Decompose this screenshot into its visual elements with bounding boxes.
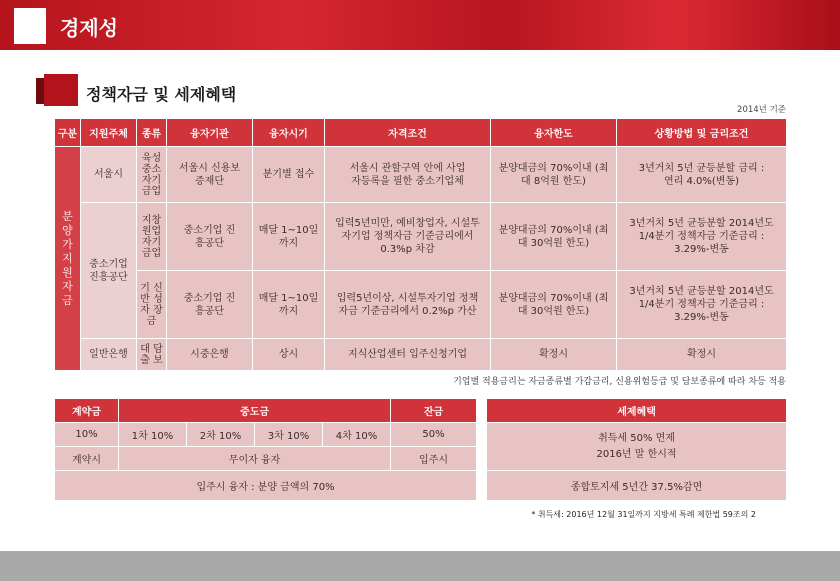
repay-text: 3년거치 5년 균등분할 2014년도 1/4분기 정책자금 기준금리 : 3.29%-변동 [629, 218, 774, 255]
agency-text: 중소기업 진흥공단 [183, 224, 236, 249]
table-row [55, 339, 787, 371]
col-header: 융자기관 [167, 119, 253, 147]
table-gap [477, 423, 487, 447]
table-gap [477, 447, 487, 471]
page-title: 경제성 [60, 16, 118, 40]
limit-text: 분양대금의 70%이내 (최대 30억원 한도) [498, 224, 609, 249]
condition-cell [325, 203, 491, 271]
installment-4: 4차 10% [323, 423, 391, 447]
kind-text: 기 신 반 성 자 장 금 [140, 282, 163, 327]
table-gap [477, 471, 487, 501]
agency-cell [167, 271, 253, 339]
repay-text: 3년거치 5년 균등분할 2014년도 1/4분기 정책자금 기준금리 : 3.29%-변동 [629, 286, 774, 323]
limit-cell: 확정시 [491, 339, 617, 371]
table-header-row [55, 119, 787, 147]
timing-cell [253, 271, 325, 339]
limit-cell [491, 203, 617, 271]
table-row [55, 271, 787, 339]
contract-when: 계약시 [55, 447, 119, 471]
agency-cell [167, 147, 253, 203]
org-text: 중소기업 진흥공단 [89, 258, 128, 283]
agency-text: 서울시 신용보증재단 [178, 162, 241, 187]
footer-bar [0, 551, 840, 581]
section-marker-icon [44, 74, 78, 106]
kind-cell [137, 147, 167, 203]
tax-line-3: 종합토지세 5년간 37.5%감면 [487, 471, 787, 501]
title-banner [0, 0, 840, 50]
col-header: 종류 [137, 119, 167, 147]
repay-cell [617, 147, 787, 203]
kind-text: 지창 원업 자기 금업 [141, 214, 162, 259]
balance-when: 입주시 [391, 447, 477, 471]
timing-text: 매달 1~10일까지 [258, 292, 319, 317]
table-row [55, 147, 787, 203]
tax-header: 세제혜택 [487, 399, 787, 423]
org-cell [81, 203, 137, 339]
col-header: 자격조건 [325, 119, 491, 147]
section-title: 정책자금 및 세제혜택 [86, 85, 237, 104]
limit-cell [491, 271, 617, 339]
repay-cell [617, 271, 787, 339]
payment-schedule-table [54, 398, 787, 501]
col-header: 구분 [55, 119, 81, 147]
repay-text: 3년거치 5년 균등분할 금리 : 연리 4.0%(변동) [638, 162, 765, 187]
timing-cell [253, 203, 325, 271]
condition-text: 입력5년이상, 시설투자기업 정책자금 기준금리에서 0.2%p 가산 [336, 292, 479, 317]
agency-cell: 시중은행 [167, 339, 253, 371]
timing-cell: 분기별 접수 [253, 147, 325, 203]
condition-cell [325, 271, 491, 339]
table-row [55, 471, 787, 501]
contract-pct: 10% [55, 423, 119, 447]
repay-cell [617, 203, 787, 271]
timing-text: 매달 1~10일까지 [258, 224, 319, 249]
kind-cell [137, 203, 167, 271]
middle-header: 중도금 [119, 399, 391, 423]
tax-footnote: * 취득세: 2016년 12월 31일까지 지방세 특례 제한법 59조의 2 [531, 510, 756, 519]
kind-cell [137, 339, 167, 371]
middle-loan: 무이자 융자 [119, 447, 391, 471]
agency-text: 중소기업 진흥공단 [183, 292, 236, 317]
move-in-loan: 입주시 융자 : 분양 금액의 70% [55, 471, 477, 501]
side-label: 분양가지원자금 [62, 209, 73, 307]
condition-cell [325, 147, 491, 203]
kind-cell [137, 271, 167, 339]
balance-header: 잔금 [391, 399, 477, 423]
condition-text: 입력5년미만, 예비창업자, 시설투자기업 정책자금 기준금리에서 0.3%p 차감 [335, 218, 480, 255]
side-label-cell [55, 147, 81, 371]
balance-pct: 50% [391, 423, 477, 447]
condition-cell: 지식산업센터 입주신청기업 [325, 339, 491, 371]
installment-3: 3차 10% [255, 423, 323, 447]
org-cell: 일반은행 [81, 339, 137, 371]
limit-text: 분양대금의 70%이내 (최대 30억원 한도) [498, 292, 609, 317]
tax-line-2: 2016년 말 한시적 [596, 448, 677, 460]
contract-header: 계약금 [55, 399, 119, 423]
payment-header-row [55, 399, 787, 423]
col-header: 융자시기 [253, 119, 325, 147]
limit-text: 분양대금의 70%이내 (최대 8억원 한도) [498, 162, 609, 187]
installment-2: 2차 10% [187, 423, 255, 447]
policy-fund-table [54, 118, 787, 371]
rate-footnote: 기업별 적용금리는 자금종류별 가감금리, 신용위험등급 및 담보종류에 따라 차등 적용 [453, 377, 786, 387]
agency-cell [167, 203, 253, 271]
installment-1: 1차 10% [119, 423, 187, 447]
table-row [55, 423, 787, 447]
table-gap [477, 399, 487, 423]
repay-cell: 확정시 [617, 339, 787, 371]
tax-line-1: 취득세 50% 면제 [598, 432, 675, 444]
condition-text: 서울시 관할구역 안에 사업자등록을 필한 중소기업체 [349, 162, 466, 187]
limit-cell [491, 147, 617, 203]
timing-cell: 상시 [253, 339, 325, 371]
base-year-note: 2014년 기준 [737, 105, 786, 115]
tax-benefit-cell [487, 423, 787, 471]
org-cell: 서울시 [81, 147, 137, 203]
kind-text: 대 담 출 보 [140, 343, 163, 366]
banner-logo-square [14, 8, 46, 44]
col-header: 지원주체 [81, 119, 137, 147]
kind-text: 육성 중소 자기 금업 [141, 152, 162, 197]
table-row [55, 203, 787, 271]
col-header: 융자한도 [491, 119, 617, 147]
col-header: 상황방법 및 금리조건 [617, 119, 787, 147]
